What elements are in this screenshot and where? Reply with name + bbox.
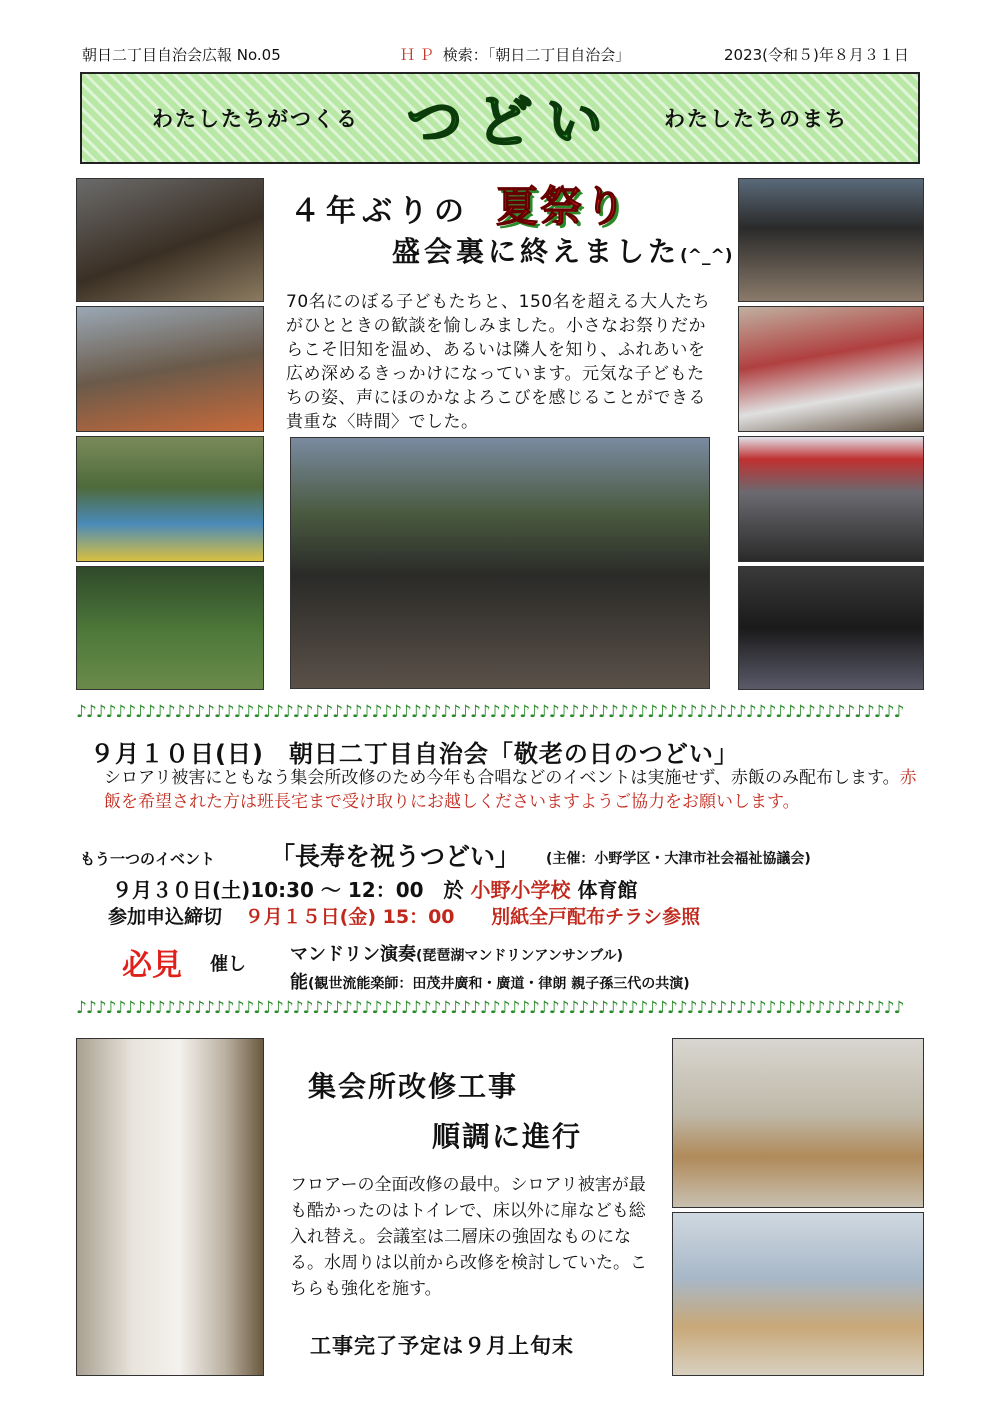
repair-subtitle: 順調に進行	[432, 1120, 583, 1153]
mandolin-title: マンドリン演奏	[290, 944, 416, 965]
hp-search-text: 検索：「朝日二丁目自治会」	[442, 46, 631, 64]
deadline-label: 参加申込締切	[108, 906, 223, 928]
repair-body: フロアーの全面改修の最中。シロアリ被害が最も酷かったのはトイレで、床以外に扉なども総入れ替え。会議室は二層床の強固なものになる。水周りは以前から改修を検討していた。こちらも強化を施す。	[290, 1175, 647, 1299]
music-note-divider-top: ♪♪♪♪♪♪♪♪♪♪♪♪♪♪♪♪♪♪♪♪♪♪♪♪♪♪♪♪♪♪♪♪♪♪♪♪♪♪♪♪♪♪♪♪♪♪♪♪♪♪♪♪♪♪♪♪♪♪♪♪♪♪♪♪♪♪♪♪♪♪♪♪♪♪♪♪♪♪♪♪♪♪♪♪	[76, 702, 904, 722]
title-banner	[80, 72, 920, 164]
keiro-request-text: 赤飯を希望された方は班長宅まで受け取りにお越しくださいますようご協力をお願いします。	[104, 768, 917, 812]
must-see-label: 必見	[122, 948, 182, 983]
flyer-note: 別紙全戸配布チラシ参照	[491, 906, 701, 928]
summer-festival-title: 夏祭り	[496, 182, 629, 231]
banner-left-text: わたしたちがつくる	[152, 107, 359, 131]
mandolin-detail: (琵琶湖マンドリンアンサンブル)	[416, 948, 623, 964]
mandolin-line	[290, 940, 623, 966]
noh-title: 能	[290, 972, 308, 993]
choju-deadline-row	[108, 902, 700, 929]
noh-detail: (観世流能楽師：田茂井廣和・廣道・律朗 親子孫三代の共演)	[308, 976, 690, 992]
hp-label: ＨＰ	[400, 46, 439, 64]
noh-line	[290, 968, 690, 994]
keiro-heading: ９月１０日(日) 朝日二丁目自治会「敬老の日のつどい」	[90, 740, 739, 768]
photo-meeting-room-work	[672, 1212, 924, 1376]
keiro-body	[104, 766, 924, 814]
summer-subtitle	[392, 230, 733, 270]
other-event-label: もう一つのイベント	[80, 850, 216, 868]
summer-title-prefix: ４年ぶりの	[290, 194, 470, 229]
photo-lantern-tent	[738, 436, 924, 562]
choju-venue: 小野小学校	[470, 878, 571, 902]
deadline-value: ９月１５日(金) 15：00	[244, 906, 455, 928]
photo-toilet-renovation	[76, 1038, 264, 1376]
choju-event-title: 「長寿を祝うつどい」	[270, 842, 521, 871]
photo-festival-crowd	[290, 437, 710, 689]
photo-food-stall	[76, 306, 264, 432]
music-note-divider-bottom: ♪♪♪♪♪♪♪♪♪♪♪♪♪♪♪♪♪♪♪♪♪♪♪♪♪♪♪♪♪♪♪♪♪♪♪♪♪♪♪♪♪♪♪♪♪♪♪♪♪♪♪♪♪♪♪♪♪♪♪♪♪♪♪♪♪♪♪♪♪♪♪♪♪♪♪♪♪♪♪♪♪♪♪♪	[76, 998, 904, 1018]
photo-evening-table	[738, 566, 924, 690]
photo-kids-game	[76, 566, 264, 690]
photo-grill	[76, 178, 264, 302]
choju-hall: 体育館	[577, 878, 638, 902]
banner-title: つどい	[406, 90, 617, 155]
banner-right-text: わたしたちのまち	[664, 107, 848, 131]
issue-date: 2023(令和５)年８月３１日	[724, 46, 909, 64]
keiro-body-text: シロアリ被害にともなう集会所改修のため今年も合唱などのイベントは実施せず、赤飯のみ配布します。	[104, 768, 900, 788]
photo-floor-work	[672, 1038, 924, 1208]
smiley-text: (^_^)	[680, 246, 733, 266]
summer-body: 70名にのぼる子どもたちと、150名を超える大人たちがひとときの歓談を愉しみました。小さなお祭りだからこそ旧知を温め、あるいは隣人を知り、ふれあいを広め深めるきっかけになっています。元気な子どもたちの姿、声にほのかなよろこびを感じることができる貴重な〈時間〉でした。	[286, 292, 711, 432]
choju-datetime: ９月３０日(土)10:30 ～ 12：00 於	[112, 878, 464, 902]
choju-organizer: (主催：小野学区・大津市社会福祉協議会)	[546, 851, 811, 867]
repair-title: 集会所改修工事	[308, 1070, 519, 1103]
photo-ball-scooping	[76, 436, 264, 562]
events-label: 催し	[210, 954, 246, 975]
photo-cooking-staff	[738, 178, 924, 302]
photo-snack-table	[738, 306, 924, 432]
summer-subtitle-text: 盛会裏に終えました	[392, 235, 681, 268]
newsletter-issue: 朝日二丁目自治会広報 No.05	[82, 46, 281, 64]
completion-schedule: 工事完了予定は９月上旬末	[310, 1334, 574, 1358]
hp-search-note	[400, 44, 630, 65]
choju-datetime-row	[112, 874, 637, 903]
